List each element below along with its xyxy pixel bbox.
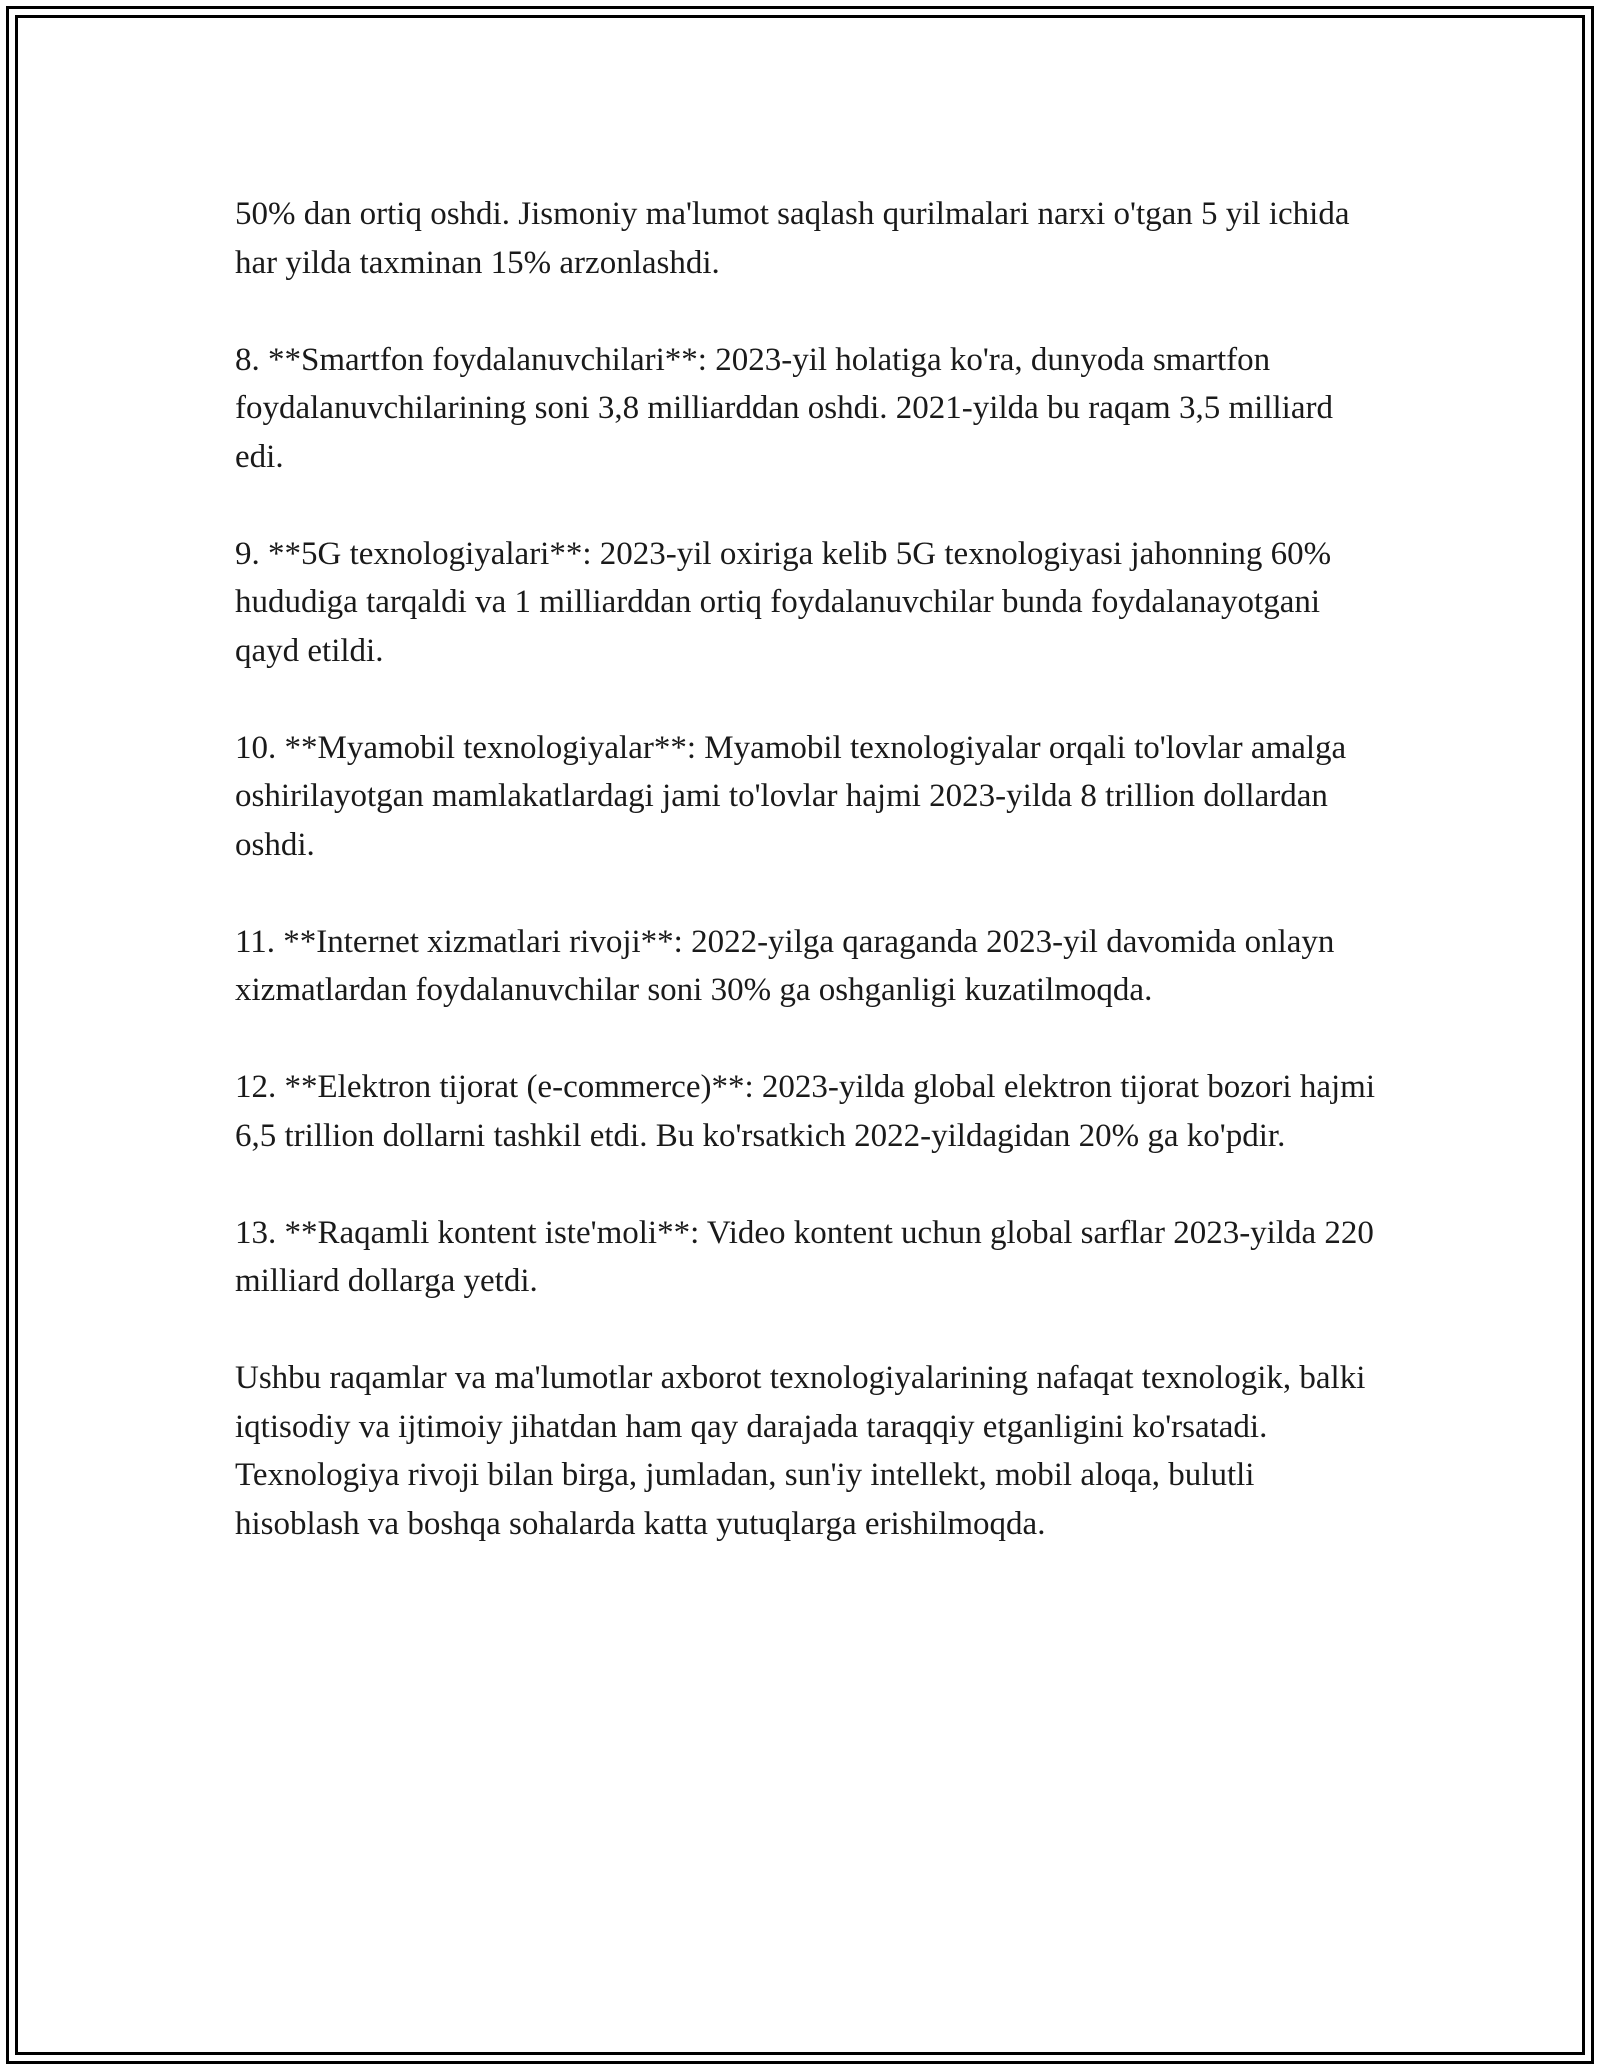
paragraph-item-9: 9. **5G texnologiyalari**: 2023-yil oxiriga kelib 5G texnologiyasi jahonning 60% hududiga tarqaldi va 1 milliarddan ortiq foydalanuvchilar bunda foydalanayotgani qayd etildi. — [235, 535, 1332, 669]
paragraph-item-12: 12. **Elektron tijorat (e-commerce)**: 2023-yilda global elektron tijorat bozori hajmi 6,5 trillion dollarni tashkil etdi. Bu ko'rsatkich 2022-yildagidan 20% ga ko'pdir. — [235, 1069, 1375, 1154]
paragraph-continuation: 50% dan ortiq oshdi. Jismoniy ma'lumot saqlash qurilmalari narxi o'tgan 5 yil ichida har yilda taxminan 15% arzonlashdi. — [235, 196, 1350, 281]
paragraph-item-10: 10. **Myamobil texnologiyalar**: Myamobil texnologiyalar orqali to'lovlar amalga oshirilayotgan mamlakatlardagi jami to'lovlar hajmi 2023-yilda 8 trillion dollardan oshdi. — [235, 729, 1347, 863]
document-body — [235, 190, 1375, 1597]
paragraph-item-11: 11. **Internet xizmatlari rivoji**: 2022-yilga qaraganda 2023-yil davomida onlayn xizmatlardan foydalanuvchilar soni 30% ga oshganligi kuzatilmoqda. — [235, 923, 1335, 1008]
paragraph-item-8: 8. **Smartfon foydalanuvchilari**: 2023-yil holatiga ko'ra, dunyoda smartfon foydalanuvchilarining soni 3,8 milliarddan oshdi. 2021-yilda bu raqam 3,5 milliard edi. — [235, 341, 1333, 475]
paragraph-item-13: 13. **Raqamli kontent iste'moli**: Video kontent uchun global sarflar 2023-yilda 220 milliard dollarga yetdi. — [235, 1214, 1374, 1299]
paragraph-conclusion: Ushbu raqamlar va ma'lumotlar axborot texnologiyalarining nafaqat texnologik, balki iqtisodiy va ijtimoiy jihatdan ham qay darajada taraqqiy etganligini ko'rsatadi. Texnologiya rivoji bilan birga, jumladan, sun'iy intellekt, mobil aloqa, bulutli hisoblash va boshqa sohalarda katta yutuqlarga erishilmoqda. — [235, 1360, 1366, 1542]
